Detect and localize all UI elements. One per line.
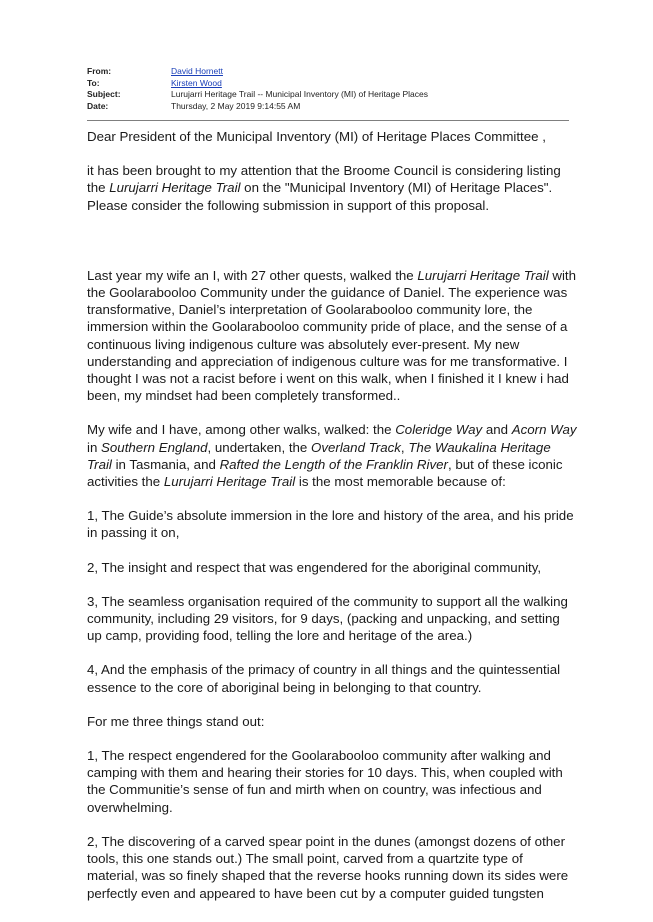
- email-header: [87, 66, 569, 112]
- to-row: [87, 78, 569, 90]
- list-item-2: 2, The insight and respect that was engendered for the aboriginal community,: [87, 559, 542, 575]
- from-label: From:: [87, 66, 112, 76]
- subject-value: Lurujarri Heritage Trail -- Municipal Inventory (MI) of Heritage Places: [171, 89, 428, 99]
- header-divider: [87, 120, 569, 121]
- subject-row: [87, 89, 569, 101]
- date-row: [87, 101, 569, 113]
- from-link[interactable]: David Hornett: [171, 66, 223, 76]
- date-label: Date:: [87, 100, 109, 111]
- from-row: [87, 66, 569, 78]
- standout-item-2: 2, The discovering of a carved spear point in the dunes (amongst dozens of other tools, this one stands out.) The small point, carved from a quartzite type of material, was so finely shaped that the reverse hooks running down its sides were perfectly even and appeared to have been cut by a computer guided tungsten: [87, 833, 569, 901]
- email-body: [87, 128, 577, 902]
- intro-paragraph: it has been brought to my attention that the Broome Council is considering listing the Lurujarri Heritage Trail on the "Municipal Inventory (MI) of Heritage Places". Please consider the following submission in support of this proposal.: [87, 163, 561, 213]
- salutation: Dear President of the Municipal Inventory (MI) of Heritage Places Committee ,: [87, 129, 546, 144]
- standout-heading: For me three things stand out:: [87, 713, 265, 729]
- to-link[interactable]: Kirsten Wood: [171, 77, 222, 88]
- to-label: To:: [87, 77, 100, 88]
- walks-paragraph: My wife and I have, among other walks, walked: the Coleridge Way and Acorn Way in Southern England, undertaken, the Overland Track, The Waukalina Heritage Trail in Tasmania, and Rafted the Length of the Franklin River, but of these iconic activities the Lurujarri Heritage Trail is the most memorable because of:: [87, 422, 577, 490]
- list-item-1: 1, The Guide’s absolute immersion in the lore and history of the area, and his pride in passing it on,: [87, 508, 574, 541]
- experience-paragraph: Last year my wife an I, with 27 other quests, walked the Lurujarri Heritage Trail with the Goolarabooloo Community under the guidance of Daniel. The experience was transformative, Daniel’s interpretation of Goolarabooloo community lore, the immersion within the Goolarabooloo community pride of place, and the sense of a continuous living indigenous culture was absolutely ever-present. My new understanding and appreciation of indigenous culture was for me transformative. I thought I was not a racist before i went on this walk, when I finished it I knew i had been, my mindset had been completely transformed..: [87, 267, 577, 404]
- list-item-3: 3, The seamless organisation required of the community to support all the walking community, including 29 visitors, for 9 days, (packing and unpacking, and setting up camp, providing food, telling the lore and heritage of the area.): [87, 593, 568, 644]
- list-item-4: 4, And the emphasis of the primacy of country in all things and the quintessential essence to the core of aboriginal being in belonging to that country.: [87, 662, 561, 695]
- standout-item-1: 1, The respect engendered for the Goolarabooloo community after walking and camping with them and hearing their stories for 10 days. This, when coupled with the Communitie’s sense of fun and mirth when on country, was infectious and overwhelming.: [87, 748, 563, 815]
- subject-label: Subject:: [87, 89, 121, 99]
- date-value: Thursday, 2 May 2019 9:14:55 AM: [171, 100, 301, 111]
